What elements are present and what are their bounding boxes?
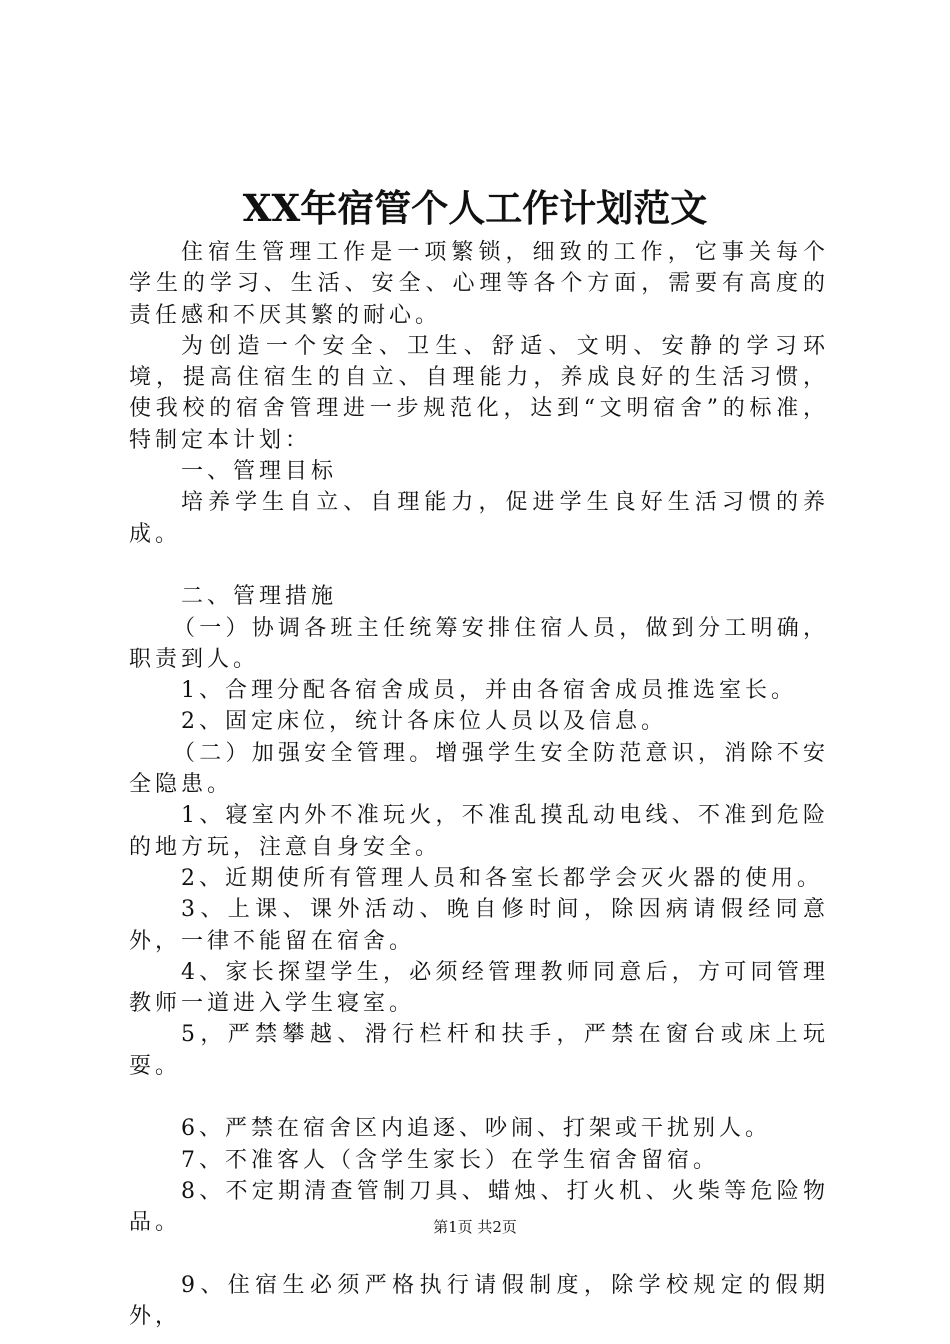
list-item: 5，严禁攀越、滑行栏杆和扶手，严禁在窗台或床上玩耍。 [129,1022,829,1079]
list-item: 1、寝室内外不准玩火，不准乱摸乱动电线、不准到危险的地方玩，注意自身安全。 [129,803,829,860]
document-body [129,237,829,1332]
section-heading-goal: 一、管理目标 [181,459,338,485]
paragraph-purpose: 为创造一个安全、卫生、舒适、文明、安静的学习环境，提高住宿生的自立、自理能力，养成良好的生活习惯，使我校的宿舍管理进一步规范化，达到“文明宿舍”的标准，特制定本计划： [129,333,829,453]
list-item: 4、家长探望学生，必须经管理教师同意后，方可同管理教师一道进入学生寝室。 [129,959,829,1017]
subsection-coordination: （一）协调各班主任统筹安排住宿人员，做到分工明确，职责到人。 [129,615,829,672]
list-item: 6、严禁在宿舍区内追逐、吵闹、打架或干扰别人。 [181,1116,771,1142]
paragraph-intro: 住宿生管理工作是一项繁锁，细致的工作，它事关每个学生的学习、生活、安全、心理等各个方面，需要有高度的责任感和不厌其繁的耐心。 [129,240,829,328]
list-item: 7、不准客人（含学生家长）在学生宿舍留宿。 [181,1147,719,1173]
list-item: 2、近期使所有管理人员和各室长都学会灭火器的使用。 [181,865,823,891]
subsection-safety: （二）加强安全管理。增强学生安全防范意识，消除不安全隐患。 [129,740,829,798]
list-item: 2、固定床位，统计各床位人员以及信息。 [181,709,667,735]
paragraph-goal: 培养学生自立、自理能力，促进学生良好生活习惯的养成。 [129,490,829,547]
list-item: 1、合理分配各宿舍成员，并由各宿舍成员推选室长。 [181,678,797,704]
document-title: XX年宿管个人工作计划范文 [242,186,708,230]
list-item: 3、上课、课外活动、晚自修时间，除因病请假经同意外，一律不能留在宿舍。 [129,897,829,954]
list-item: 9、住宿生必须严格执行请假制度，除学校规定的假期外， [129,1272,829,1330]
section-heading-measures: 二、管理措施 [181,584,338,610]
page-footer: 第1页 共2页 [433,1218,517,1236]
list-item: 8、不定期清查管制刀具、蜡烛、打火机、火柴等危险物品。 [129,1178,829,1236]
